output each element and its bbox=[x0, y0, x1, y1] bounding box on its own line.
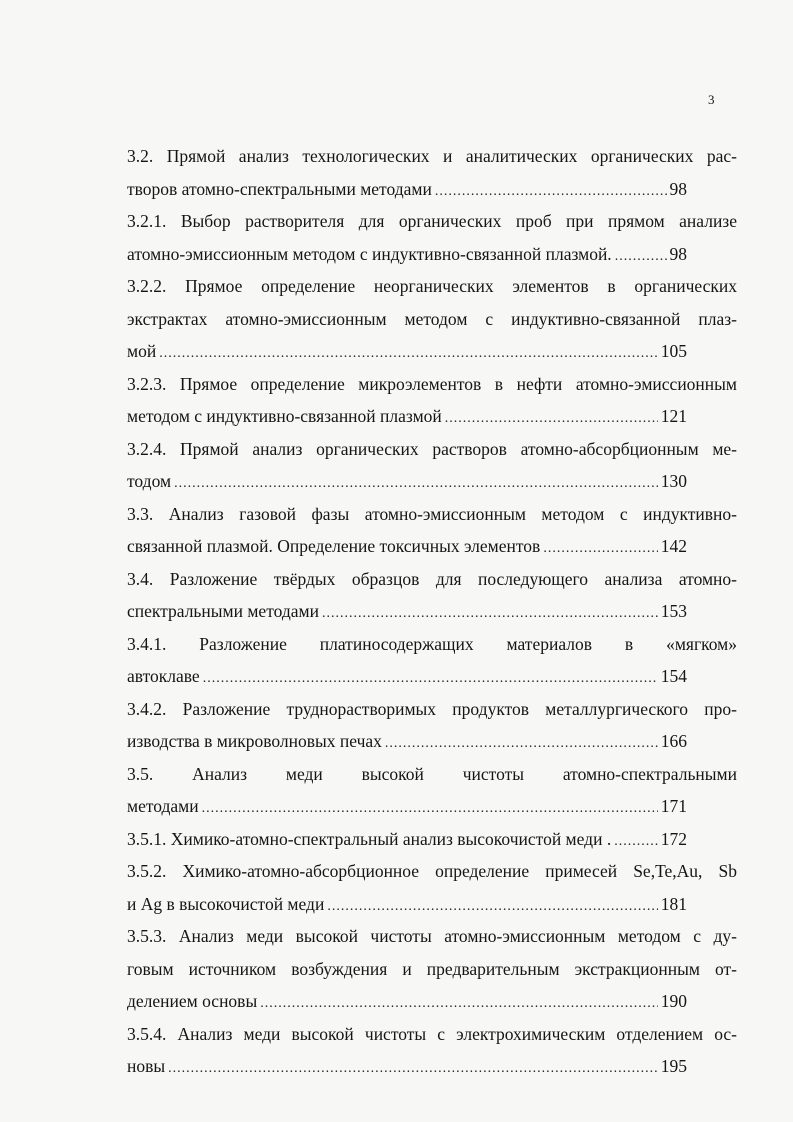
page-number: 3 bbox=[708, 92, 715, 107]
toc-entry-page: 181 bbox=[660, 893, 687, 914]
toc-entry[interactable] bbox=[127, 985, 687, 1018]
dot-leader bbox=[203, 663, 658, 696]
toc-entry[interactable] bbox=[127, 173, 687, 206]
toc-entry-page: 195 bbox=[660, 1056, 687, 1076]
toc-entry-line: 3.4. Разложение твёрдых образцов для последующего анализа атомно- bbox=[127, 568, 737, 589]
toc-entry[interactable] bbox=[127, 660, 687, 693]
toc-entry-line: 3.4.1. Разложение платиносодержащих материалов в «мягком» bbox=[127, 633, 737, 654]
toc-entry-page: 171 bbox=[660, 796, 687, 816]
toc-entry-page: 105 bbox=[660, 341, 687, 361]
toc-entry-title: атомно-эмиссионным методом с индуктивно-связанной плазмой. bbox=[127, 243, 612, 264]
dot-leader bbox=[202, 793, 658, 826]
toc-entry-page: 166 bbox=[660, 731, 687, 751]
toc-entry-title: тодом bbox=[127, 471, 172, 491]
toc-entry-title: спектральными методами bbox=[127, 601, 319, 621]
toc-entry-line: говым источником возбуждения и предварительным экстракционным от- bbox=[127, 958, 737, 979]
toc-entry-line: 3.5.2. Химико-атомно-абсорбционное определение примесей Se,Te,Au, Sb bbox=[127, 861, 737, 881]
dot-leader bbox=[615, 241, 667, 274]
toc-entry-page: 153 bbox=[660, 601, 687, 621]
toc-entry-page: 190 bbox=[660, 991, 687, 1011]
toc-entry-line: экстрактах атомно-эмиссионным методом с индуктивно-связанной плаз- bbox=[127, 308, 737, 329]
toc-entry-line: 3.5. Анализ меди высокой чистоты атомно-спектральными bbox=[127, 763, 737, 784]
toc-entry[interactable] bbox=[127, 238, 687, 271]
dot-leader bbox=[445, 403, 658, 436]
toc-entry[interactable] bbox=[127, 595, 687, 628]
dot-leader bbox=[327, 891, 657, 924]
toc-entry[interactable] bbox=[127, 335, 687, 368]
dot-leader bbox=[159, 338, 658, 371]
toc-entry-title: изводства в микроволновых печах bbox=[127, 731, 382, 751]
toc-entry[interactable] bbox=[127, 400, 687, 433]
toc-entry-title: мой bbox=[127, 341, 157, 361]
dot-leader bbox=[168, 1053, 658, 1086]
dot-leader bbox=[543, 533, 657, 566]
toc-entry-title: автоклаве bbox=[127, 666, 200, 686]
toc-entry[interactable] bbox=[127, 790, 687, 823]
toc-entry-title: связанной плазмой. Определение токсичных элементов bbox=[127, 536, 541, 556]
toc-entry[interactable] bbox=[127, 530, 687, 563]
table-of-contents bbox=[127, 140, 737, 1083]
toc-entry[interactable] bbox=[127, 888, 687, 921]
dot-leader bbox=[614, 826, 658, 859]
dot-leader bbox=[435, 176, 667, 209]
toc-entry-line: 3.2.3. Прямое определение микроэлементов в нефти атомно-эмиссионным bbox=[127, 373, 737, 394]
toc-entry-page: 154 bbox=[660, 666, 687, 686]
toc-entry-page: 98 bbox=[669, 243, 687, 264]
toc-entry-line: 3.3. Анализ газовой фазы атомно-эмиссионным методом с индуктивно- bbox=[127, 503, 737, 524]
toc-entry-line: 3.4.2. Разложение труднорастворимых продуктов металлургического про- bbox=[127, 698, 737, 719]
toc-entry-line: 3.2.1. Выбор растворителя для органических проб при прямом анализе bbox=[127, 211, 737, 231]
toc-entry-page: 130 bbox=[660, 471, 687, 491]
toc-entry-title: методом с индуктивно-связанной плазмой bbox=[127, 406, 442, 426]
toc-entry-page: 172 bbox=[660, 828, 687, 849]
toc-entry-line: 3.5.4. Анализ меди высокой чистоты с электрохимическим отделением ос- bbox=[127, 1023, 737, 1044]
toc-entry[interactable] bbox=[127, 725, 687, 758]
toc-entry[interactable] bbox=[127, 1050, 687, 1083]
dot-leader bbox=[260, 988, 658, 1021]
dot-leader bbox=[385, 728, 658, 761]
toc-entry[interactable] bbox=[127, 823, 687, 856]
toc-entry[interactable] bbox=[127, 465, 687, 498]
toc-entry-line: 3.2. Прямой анализ технологических и аналитических органических рас- bbox=[127, 146, 737, 166]
toc-entry-title: делением основы bbox=[127, 991, 258, 1011]
toc-entry-title: методами bbox=[127, 796, 199, 816]
toc-entry-line: 3.2.4. Прямой анализ органических растворов атомно-абсорбционным ме- bbox=[127, 438, 737, 459]
toc-entry-title: и Ag в высокочистой меди bbox=[127, 893, 325, 914]
toc-entry-line: 3.5.3. Анализ меди высокой чистоты атомно-эмиссионным методом с ду- bbox=[127, 926, 737, 946]
toc-entry-page: 142 bbox=[660, 536, 687, 556]
dot-leader bbox=[322, 598, 658, 631]
toc-entry-page: 121 bbox=[660, 406, 687, 426]
toc-entry-page: 98 bbox=[669, 178, 687, 199]
dot-leader bbox=[174, 468, 658, 501]
toc-entry-line: 3.2.2. Прямое определение неорганических элементов в органических bbox=[127, 276, 737, 296]
toc-entry-title: 3.5.1. Химико-атомно-спектральный анализ высокочистой меди . bbox=[127, 828, 612, 849]
toc-entry-title: творов атомно-спектральными методами bbox=[127, 178, 432, 199]
toc-entry-title: новы bbox=[127, 1056, 166, 1076]
